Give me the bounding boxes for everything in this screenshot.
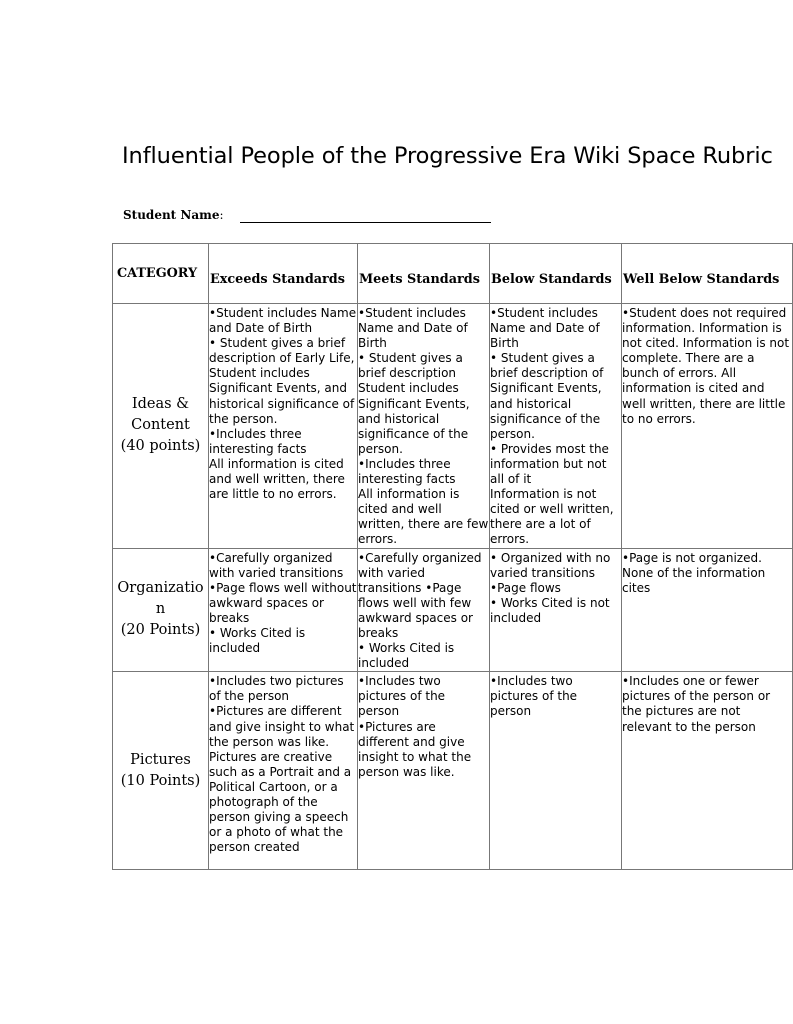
student-name-label: Student Name	[123, 208, 220, 222]
cell-text: •Student does not required information. Information is not cited. Information is not complete. There are a bunch of errors. All information is cited and well written, there are little to no errors.	[622, 306, 790, 426]
document-title: Influential People of the Progressive Era Wiki Space Rubric	[122, 143, 773, 169]
category-organization: Organization (20 Points)	[113, 548, 209, 672]
cell-text: •Includes two pictures of the person •Pictures are different and give insight to what the person was like. Pictures are creative such as a Portrait and a Political Cartoon, or a photograph of the person giving a speech or a photo of what the person created	[209, 674, 355, 855]
cell-pictures-exceeds	[209, 672, 358, 870]
student-name-blank-line	[240, 222, 491, 223]
cell-organization-well-below	[622, 548, 793, 672]
cell-organization-below	[490, 548, 622, 672]
rubric-row-organization	[113, 548, 793, 672]
cell-ideas-exceeds	[209, 304, 358, 549]
category-pictures: Pictures (10 Points)	[113, 672, 209, 870]
cell-text: •Includes two pictures of the person	[490, 674, 578, 719]
header-below-standards: Below Standards	[490, 244, 622, 304]
category-ideas-content: Ideas & Content (40 points)	[113, 304, 209, 549]
cell-ideas-below	[490, 304, 622, 549]
rubric-row-ideas-content	[113, 304, 793, 549]
cell-text: •Includes one or fewer pictures of the person or the pictures are not relevant to the person	[622, 674, 771, 734]
header-meets-standards: Meets Standards	[358, 244, 490, 304]
header-well-below-standards: Well Below Standards	[622, 244, 793, 304]
rubric-table	[112, 243, 793, 870]
cell-pictures-well-below	[622, 672, 793, 870]
cell-pictures-below	[490, 672, 622, 870]
cell-text: •Student includes Name and Date of Birth • Student gives a brief description of Early Life, Student includes Significant Events, and historical significance of the person. •Includes three interesting facts All information is cited and well written, there are little to no errors.	[209, 306, 357, 502]
rubric-header-row	[113, 244, 793, 304]
cell-ideas-meets	[358, 304, 490, 549]
cell-ideas-well-below	[622, 304, 793, 549]
cell-text: •Includes two pictures of the person •Pictures are different and give insight to what the person was like.	[358, 674, 472, 779]
cell-text: • Organized with no varied transitions •Page flows • Works Cited is not included	[490, 550, 611, 625]
cell-text: •Page is not organized. None of the information cites	[622, 550, 766, 595]
cell-organization-meets	[358, 548, 490, 672]
cell-text: •Carefully organized with varied transitions •Page flows well without awkward spaces or breaks • Works Cited is included	[209, 550, 357, 656]
cell-organization-exceeds	[209, 548, 358, 672]
cell-text: •Student includes Name and Date of Birth • Student gives a brief description of Significant Events, and historical significance of the person. • Provides most the information but not all of it Information is not cited or well written, there are a lot of errors.	[490, 306, 614, 547]
cell-text: •Student includes Name and Date of Birth • Student gives a brief description Student includes Significant Events, and historical significance of the person. •Includes three interesting facts All information is cited and well written, there are few errors.	[358, 306, 489, 547]
rubric-row-pictures	[113, 672, 793, 870]
student-name-colon: :	[219, 208, 224, 222]
header-exceeds-standards: Exceeds Standards	[209, 244, 358, 304]
student-name-field	[123, 208, 224, 222]
cell-pictures-meets	[358, 672, 490, 870]
cell-text: •Carefully organized with varied transitions •Page flows well with few awkward spaces or breaks • Works Cited is included	[358, 550, 482, 671]
header-category: CATEGORY	[113, 244, 209, 304]
